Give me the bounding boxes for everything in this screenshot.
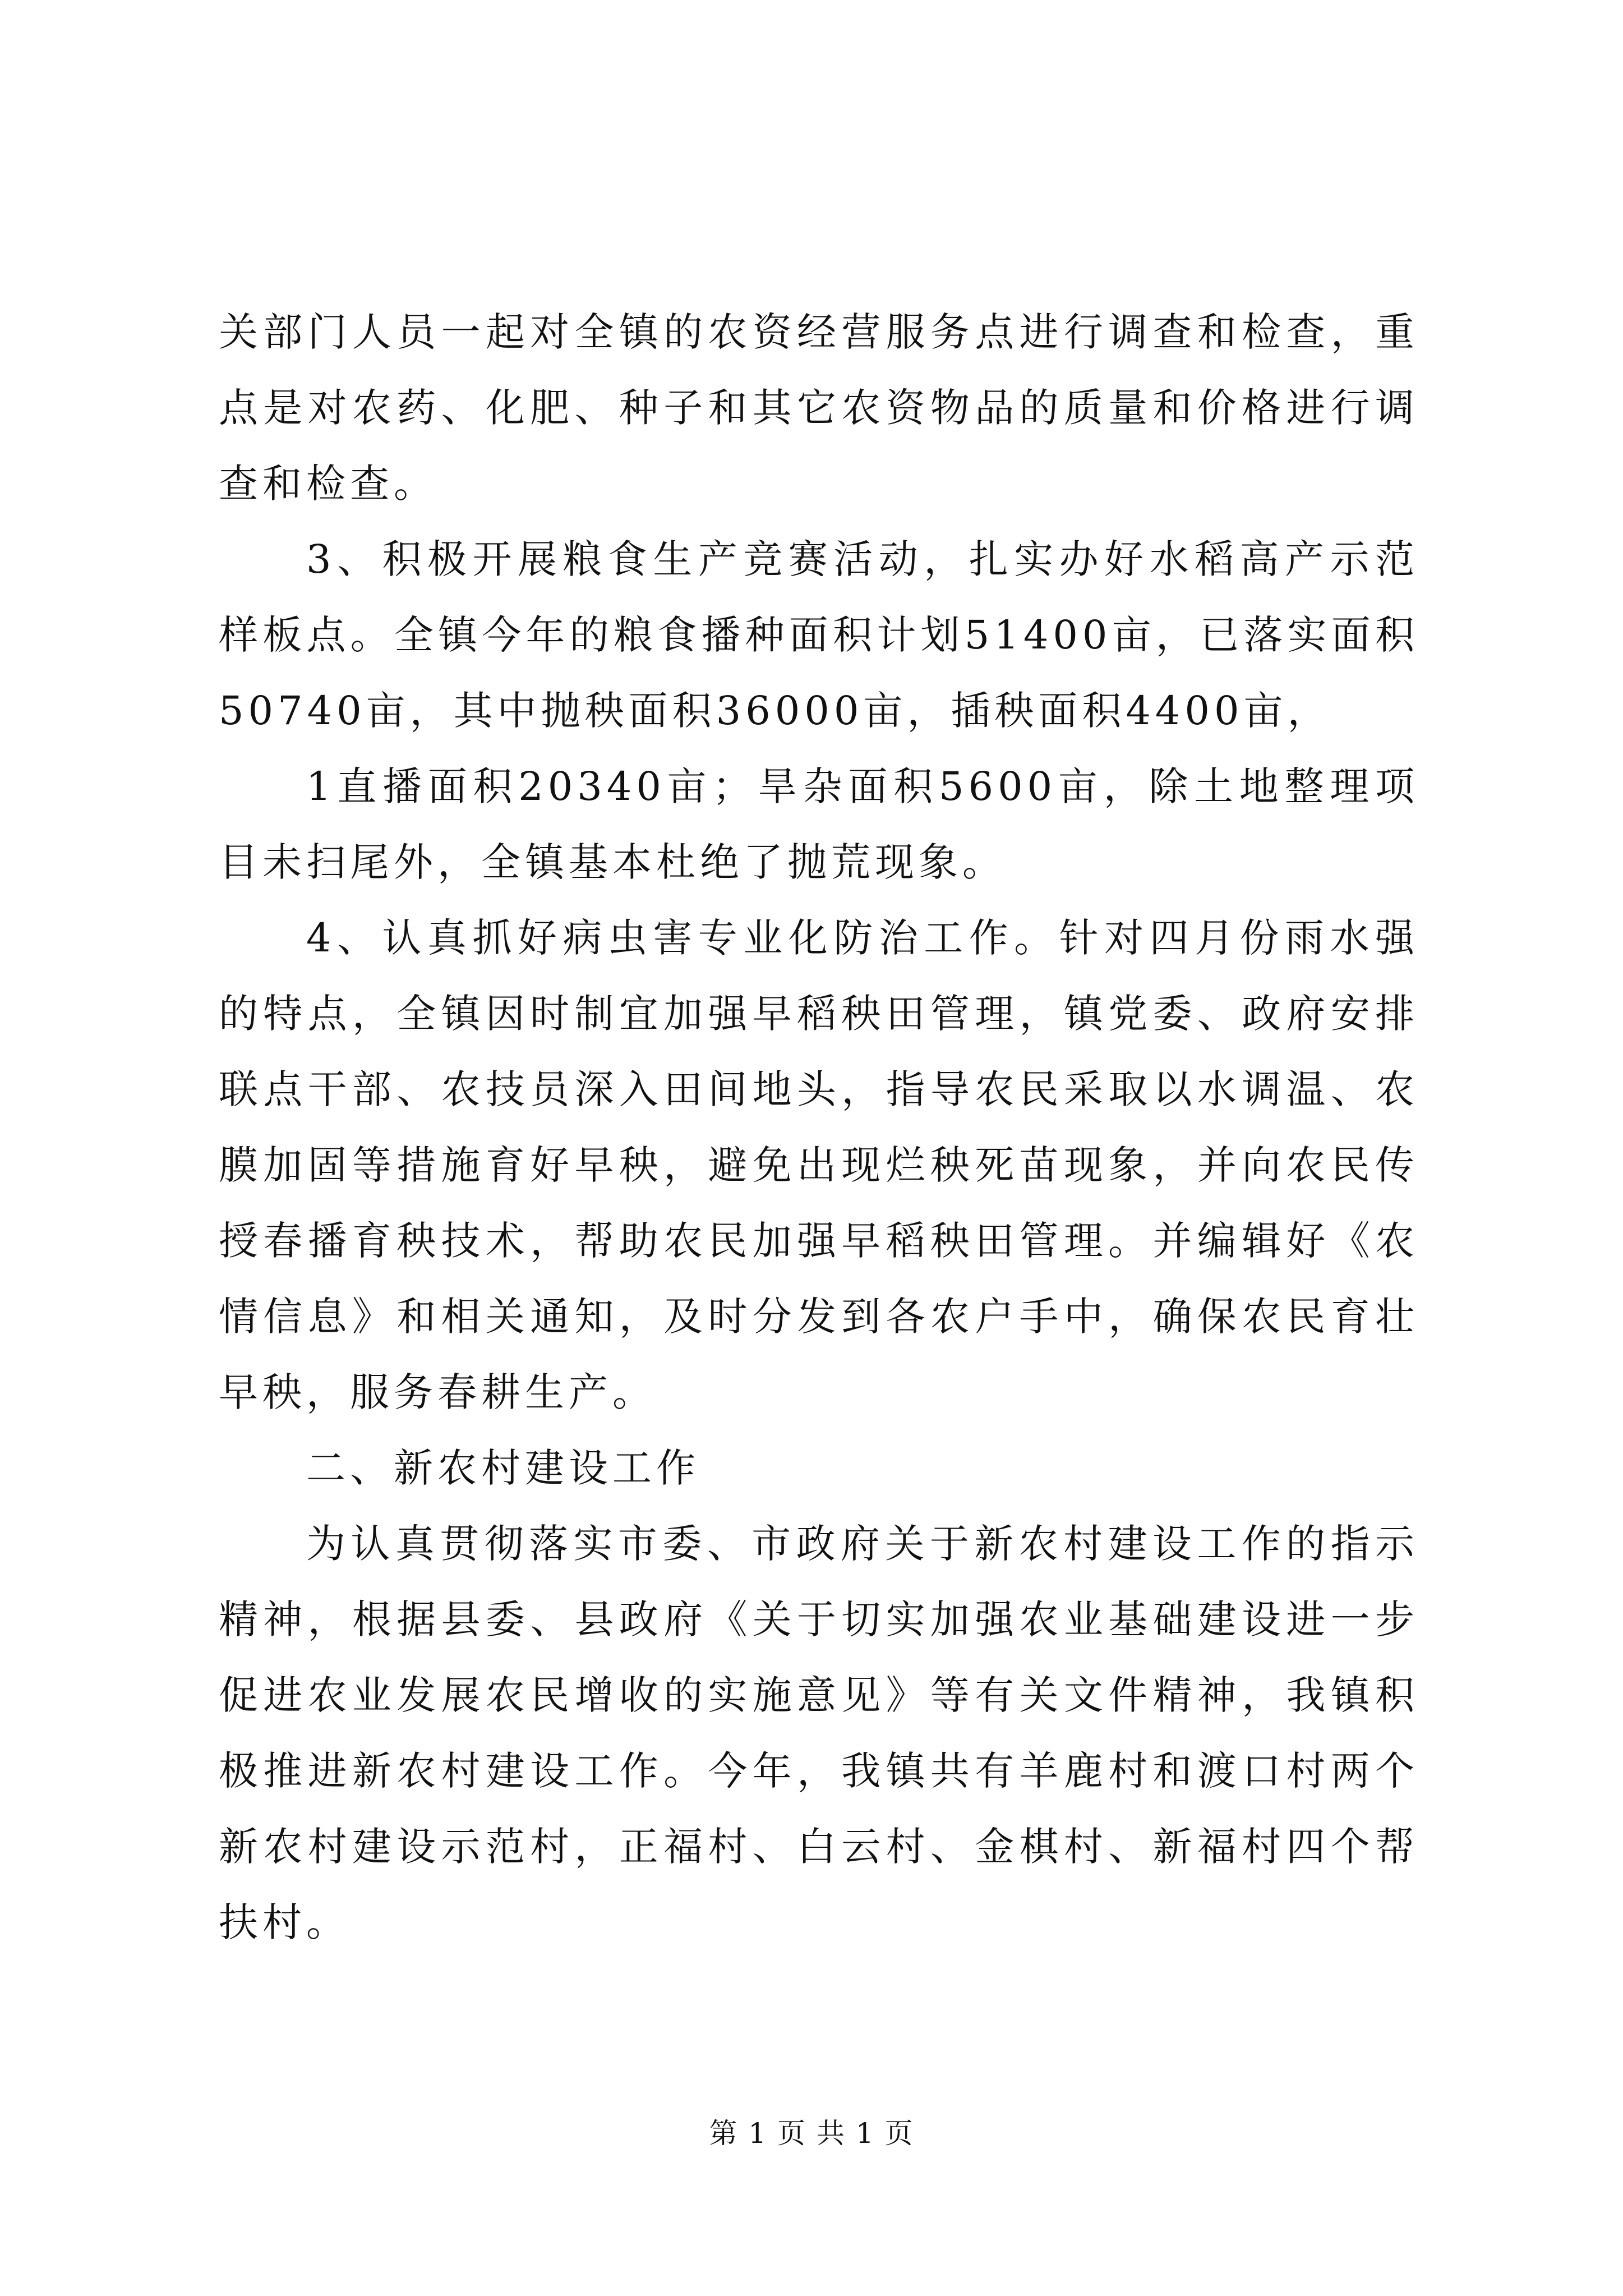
paragraph-5: 为认真贯彻落实市委、市政府关于新农村建设工作的指示精神，根据县委、县政府《关于切实加强农业基础建设进一步促进农业发展农民增收的实施意见》等有关文件精神，我镇积极推进新农村建设工作。今年，我镇共有羊鹿村和渡口村两个新农村建设示范村，正福村、白云村、金棋村、新福村四个帮扶村。: [219, 1521, 1419, 1945]
paragraph-4: 4、认真抓好病虫害专业化防治工作。针对四月份雨水强的特点，全镇因时制宜加强早稻秧田管理，镇党委、政府安排联点干部、农技员深入田间地头，指导农民采取以水调温、农膜加固等措施育好早秧，避免出现烂秧死苗现象，并向农民传授春播育秧技术，帮助农民加强早稻秧田管理。并编辑好《农情信息》和相关通知，及时分发到各农户手中，确保农民育壮早秧，服务春耕生产。: [219, 915, 1419, 1415]
paragraph-1: 关部门人员一起对全镇的农资经营服务点进行调查和检查，重点是对农药、化肥、种子和其它农资物品的质量和价格进行调查和检查。: [219, 309, 1419, 507]
paragraph-3: 1直播面积20340亩；旱杂面积5600亩，除土地整理项目未扫尾外，全镇基本杜绝了抛荒现象。: [219, 763, 1419, 885]
document-body: [219, 295, 1419, 1961]
paragraph-2: 3、积极开展粮食生产竞赛活动，扎实办好水稻高产示范样板点。全镇今年的粮食播种面积计划51400亩，已落实面积50740亩，其中抛秧面积36000亩，插秧面积4400亩，: [219, 536, 1419, 734]
section-heading: 二、新农村建设工作: [306, 1445, 700, 1491]
page-footer: 第 1 页 共 1 页: [709, 2117, 914, 2150]
